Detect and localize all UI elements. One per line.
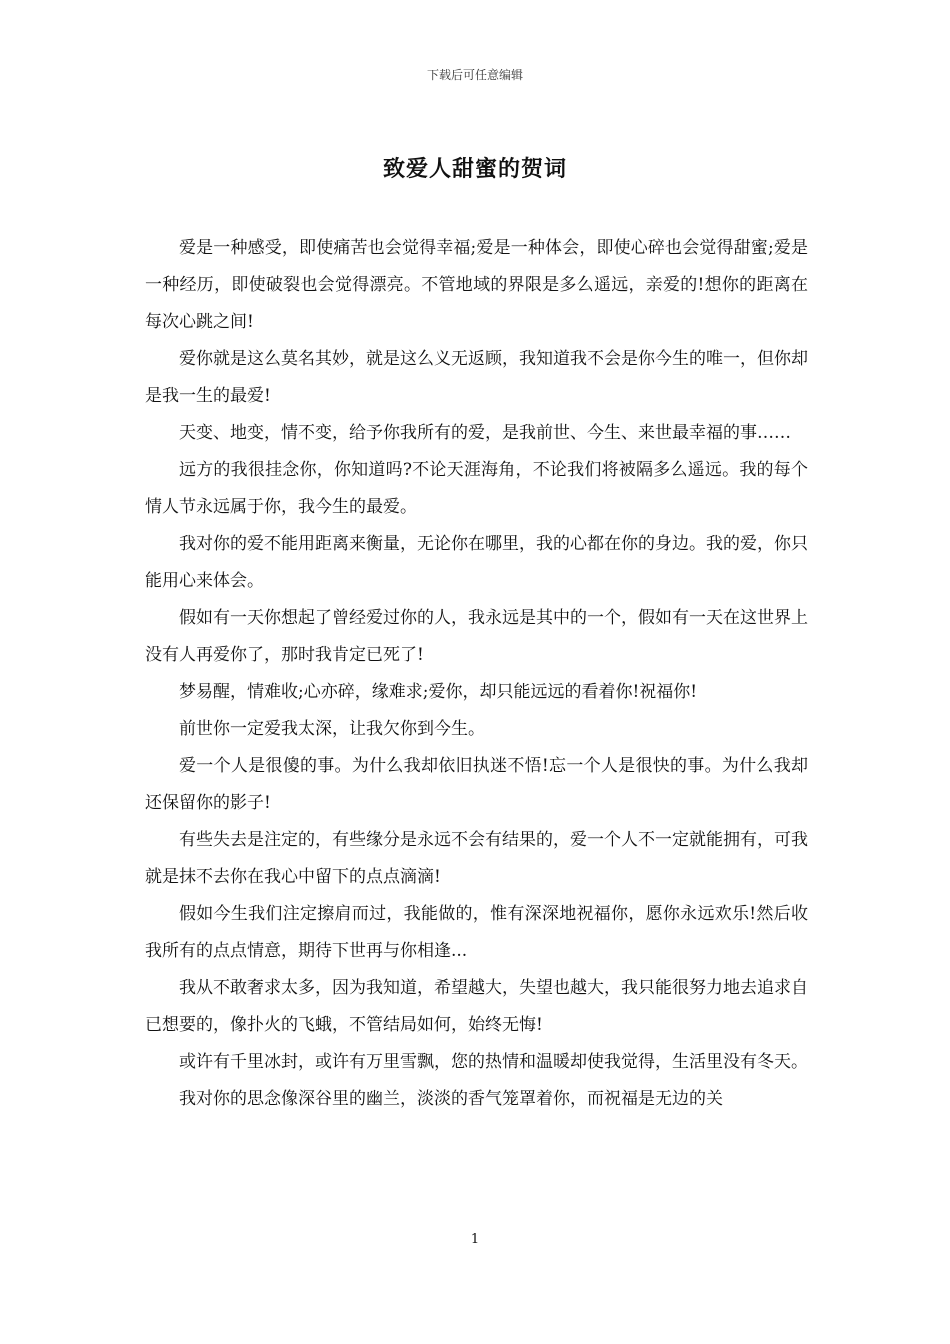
paragraph: 远方的我很挂念你，你知道吗?不论天涯海角，不论我们将被隔多么遥远。我的每个情人节永远属于你，我今生的最爱。: [145, 460, 808, 517]
paragraph: 我从不敢奢求太多，因为我知道，希望越大，失望也越大，我只能很努力地去追求自已想要的，像扑火的飞蛾，不管结局如何，始终无悔!: [145, 978, 808, 1035]
paragraph: 假如今生我们注定擦肩而过，我能做的，惟有深深地祝福你，愿你永远欢乐!然后收我所有的点点情意，期待下世再与你相逢...: [145, 904, 808, 961]
page-number: 1: [470, 1232, 480, 1247]
paragraph: 或许有千里冰封，或许有万里雪飘，您的热情和温暖却使我觉得，生活里没有冬天。: [179, 1052, 808, 1072]
paragraph: 假如有一天你想起了曾经爱过你的人，我永远是其中的一个，假如有一天在这世界上没有人再爱你了，那时我肯定已死了!: [145, 608, 808, 665]
paragraph: 我对你的思念像深谷里的幽兰，淡淡的香气笼罩着你，而祝福是无边的关: [179, 1089, 723, 1109]
header-note: 下载后可任意编辑: [426, 68, 523, 82]
paragraph: 爱你就是这么莫名其妙，就是这么义无返顾，我知道我不会是你今生的唯一，但你却是我一生的最爱!: [145, 349, 808, 406]
paragraph: 前世你一定爱我太深，让我欠你到今生。: [179, 719, 485, 739]
paragraph: 爱是一种感受，即使痛苦也会觉得幸福;爱是一种体会，即使心碎也会觉得甜蜜;爱是一种经历，即使破裂也会觉得漂亮。不管地域的界限是多么遥远，亲爱的!想你的距离在每次心跳之间!: [145, 238, 808, 332]
paragraph: 有些失去是注定的，有些缘分是永远不会有结果的，爱一个人不一定就能拥有，可我就是抹不去你在我心中留下的点点滴滴!: [145, 830, 808, 887]
paragraph: 爱一个人是很傻的事。为什么我却依旧执迷不悟!忘一个人是很快的事。为什么我却还保留你的影子!: [145, 756, 808, 813]
paragraph: 天变、地变，情不变，给予你我所有的爱，是我前世、今生、来世最幸福的事……: [179, 423, 791, 443]
document-title: 致爱人甜蜜的贺词: [382, 156, 567, 182]
paragraph: 梦易醒，情难收;心亦碎，缘难求;爱你，却只能远远的看着你!祝福你!: [179, 682, 698, 702]
paragraph: 我对你的爱不能用距离来衡量，无论你在哪里，我的心都在你的身边。我的爱，你只能用心来体会。: [145, 534, 808, 591]
document-body: [145, 230, 808, 1118]
